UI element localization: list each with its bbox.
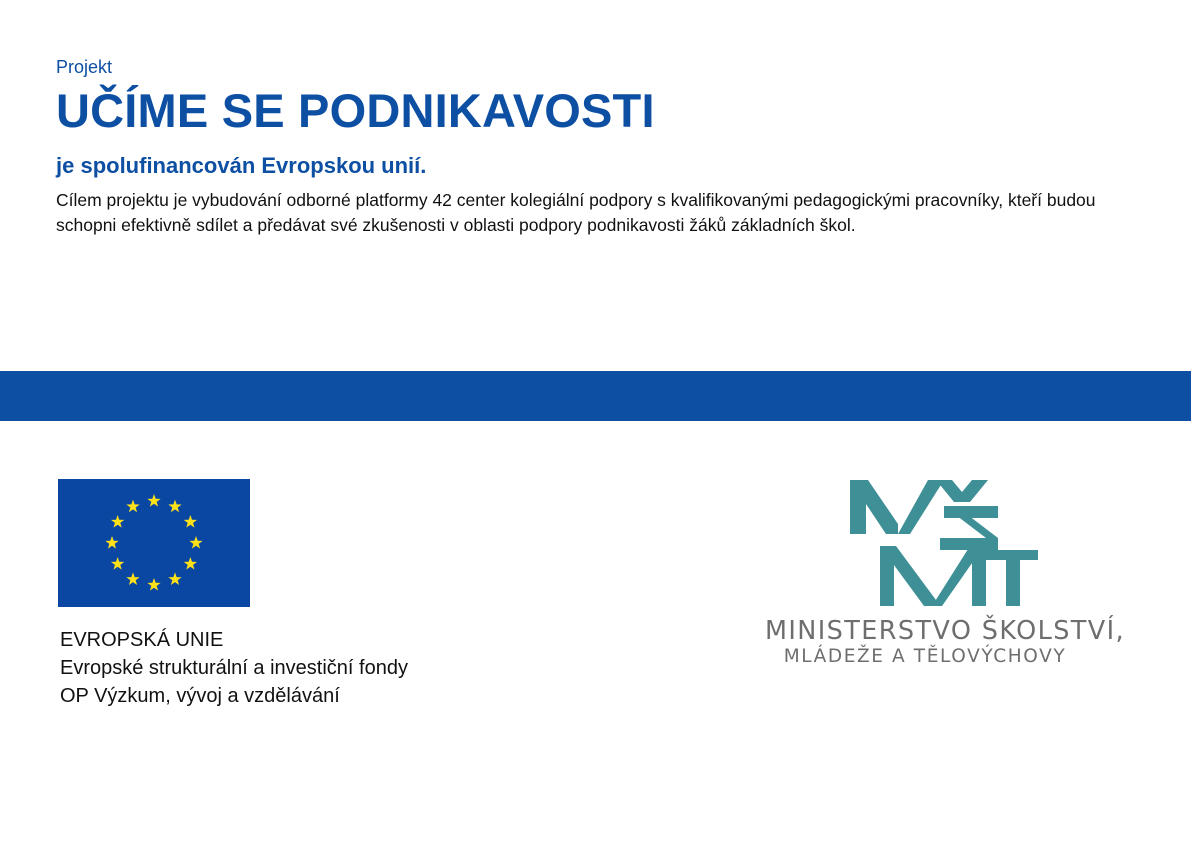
eu-text-block bbox=[60, 626, 408, 710]
msmt-logo-icon bbox=[740, 476, 1150, 676]
eu-funds-label: Evropské strukturální a investiční fondy bbox=[60, 657, 408, 679]
eu-programme-label: OP Výzkum, vývoj a vzdělávání bbox=[60, 685, 340, 707]
msmt-line1: MINISTERSTVO ŠKOLSTVÍ, bbox=[764, 616, 1126, 646]
msmt-line2: MLÁDEŽE A TĚLOVÝCHOVY bbox=[783, 646, 1067, 667]
project-header bbox=[56, 56, 1156, 238]
project-title: UČÍME SE PODNIKAVOSTI bbox=[56, 84, 655, 137]
cofinance-statement: je spolufinancován Evropskou unií. bbox=[56, 153, 427, 178]
project-label: Projekt bbox=[56, 57, 113, 77]
eu-label: EVROPSKÁ UNIE bbox=[60, 629, 224, 651]
blue-band-divider bbox=[0, 371, 1191, 421]
project-description: Cílem projektu je vybudování odborné platformy 42 center kolegiální podpory s kvalifikovanými pedagogickými pracovníky, kteří budou schopni efektivně sdílet a předávat své zkušenosti v oblasti podpory podnikavosti žáků základních škol. bbox=[56, 190, 1096, 235]
eu-flag-icon bbox=[58, 479, 250, 607]
